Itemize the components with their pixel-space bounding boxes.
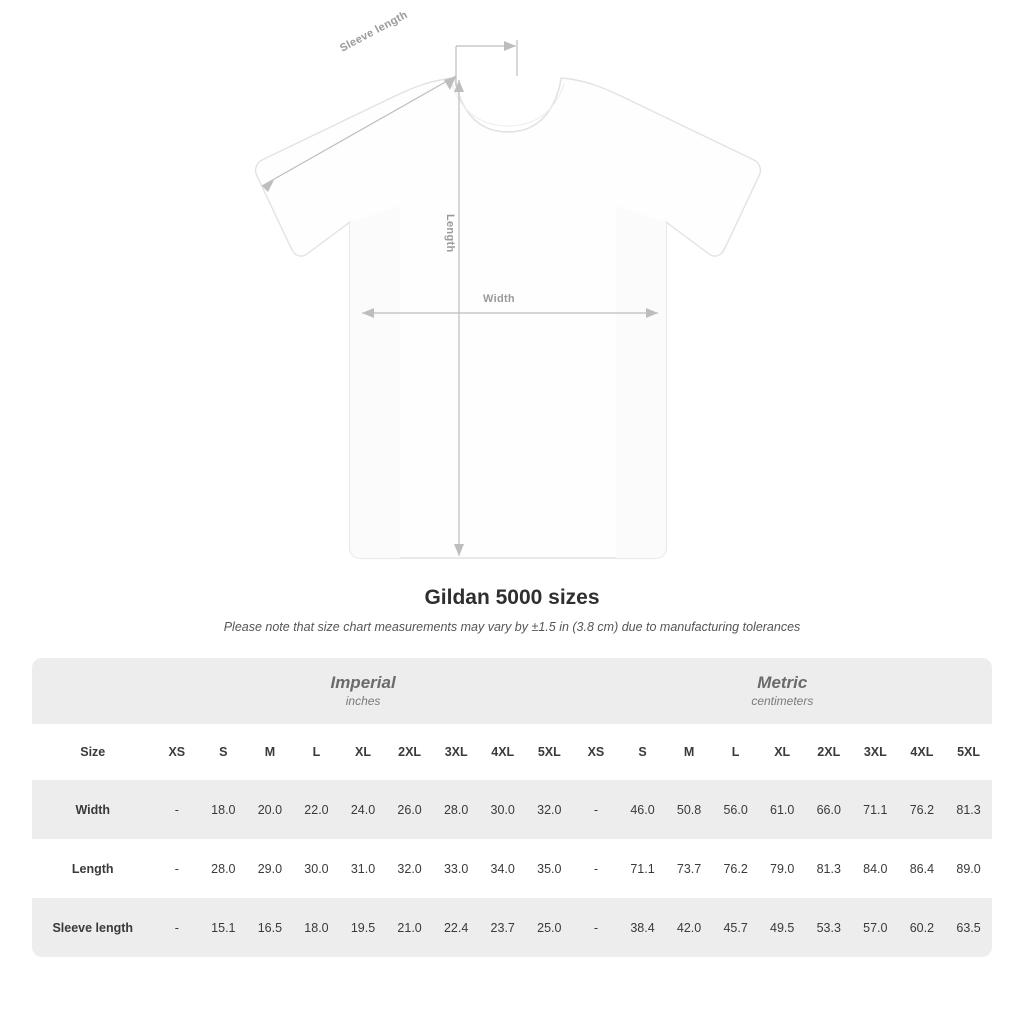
unit-header-imperial	[154, 658, 573, 724]
size-header-metric-s: S	[619, 724, 666, 780]
cell-width-imperial-3xl: 28.0	[433, 780, 480, 839]
row-label-width: Width	[32, 780, 154, 839]
cell-width-imperial-s: 18.0	[200, 780, 247, 839]
cell-width-metric-4xl: 76.2	[899, 780, 946, 839]
tshirt-shape	[256, 78, 761, 558]
cell-sleeve-metric-3xl: 57.0	[852, 898, 899, 957]
cell-length-imperial-s: 28.0	[200, 839, 247, 898]
cell-width-imperial-2xl: 26.0	[386, 780, 433, 839]
size-table-wrapper	[32, 658, 992, 957]
cell-width-metric-3xl: 71.1	[852, 780, 899, 839]
cell-sleeve-metric-xs: -	[573, 898, 620, 957]
cell-length-imperial-3xl: 33.0	[433, 839, 480, 898]
cell-length-metric-3xl: 84.0	[852, 839, 899, 898]
unit-name-imperial: Imperial	[330, 672, 396, 692]
cell-length-metric-l: 76.2	[712, 839, 759, 898]
width-label: Width	[483, 293, 515, 305]
cell-width-metric-l: 56.0	[712, 780, 759, 839]
row-label-length: Length	[32, 839, 154, 898]
cell-sleeve-imperial-5xl: 25.0	[526, 898, 573, 957]
cell-length-imperial-4xl: 34.0	[479, 839, 526, 898]
size-header-metric-xl: XL	[759, 724, 806, 780]
title-block	[0, 586, 1024, 634]
cell-width-metric-xl: 61.0	[759, 780, 806, 839]
cell-width-metric-s: 46.0	[619, 780, 666, 839]
cell-sleeve-metric-xl: 49.5	[759, 898, 806, 957]
size-header-imperial-4xl: 4XL	[479, 724, 526, 780]
cell-length-imperial-2xl: 32.0	[386, 839, 433, 898]
size-header-imperial-3xl: 3XL	[433, 724, 480, 780]
cell-length-imperial-l: 30.0	[293, 839, 340, 898]
size-table	[32, 658, 992, 957]
size-header-metric-5xl: 5XL	[945, 724, 992, 780]
size-header-imperial-l: L	[293, 724, 340, 780]
cell-width-imperial-xs: -	[154, 780, 201, 839]
size-header-row	[32, 724, 992, 780]
cell-length-metric-xl: 79.0	[759, 839, 806, 898]
cell-width-imperial-xl: 24.0	[340, 780, 387, 839]
size-header-metric-l: L	[712, 724, 759, 780]
cell-sleeve-imperial-s: 15.1	[200, 898, 247, 957]
cell-length-imperial-xl: 31.0	[340, 839, 387, 898]
cell-width-imperial-l: 22.0	[293, 780, 340, 839]
cell-width-metric-5xl: 81.3	[945, 780, 992, 839]
unit-header-row	[32, 658, 992, 724]
cell-length-imperial-5xl: 35.0	[526, 839, 573, 898]
cell-sleeve-imperial-m: 16.5	[247, 898, 294, 957]
cell-sleeve-imperial-l: 18.0	[293, 898, 340, 957]
size-header-imperial-2xl: 2XL	[386, 724, 433, 780]
size-header-imperial-5xl: 5XL	[526, 724, 573, 780]
row-label-sleeve-length: Sleeve length	[32, 898, 154, 957]
cell-width-imperial-4xl: 30.0	[479, 780, 526, 839]
cell-sleeve-metric-4xl: 60.2	[899, 898, 946, 957]
size-header-imperial-m: M	[247, 724, 294, 780]
table-row	[32, 780, 992, 839]
cell-length-metric-xs: -	[573, 839, 620, 898]
cell-width-imperial-5xl: 32.0	[526, 780, 573, 839]
size-header-metric-3xl: 3XL	[852, 724, 899, 780]
cell-length-imperial-xs: -	[154, 839, 201, 898]
length-label: Length	[444, 214, 456, 253]
unit-name-metric: Metric	[757, 672, 808, 692]
page-title: Gildan 5000 sizes	[424, 586, 600, 609]
cell-length-metric-2xl: 81.3	[805, 839, 852, 898]
tolerance-note: Please note that size chart measurements may vary by ±1.5 in (3.8 cm) due to manufacturing tolerances	[223, 620, 801, 634]
cell-sleeve-imperial-xl: 19.5	[340, 898, 387, 957]
cell-length-metric-m: 73.7	[666, 839, 713, 898]
size-header-metric-xs: XS	[573, 724, 620, 780]
table-row	[32, 898, 992, 957]
cell-width-metric-m: 50.8	[666, 780, 713, 839]
size-header-imperial-xs: XS	[154, 724, 201, 780]
cell-sleeve-metric-l: 45.7	[712, 898, 759, 957]
sleeve-length-label: Sleeve length	[338, 8, 410, 55]
cell-sleeve-imperial-2xl: 21.0	[386, 898, 433, 957]
cell-sleeve-metric-m: 42.0	[666, 898, 713, 957]
cell-length-metric-5xl: 89.0	[945, 839, 992, 898]
unit-header-spacer	[32, 658, 154, 724]
size-header-imperial-xl: XL	[340, 724, 387, 780]
cell-length-metric-s: 71.1	[619, 839, 666, 898]
cell-sleeve-metric-5xl: 63.5	[945, 898, 992, 957]
cell-width-imperial-m: 20.0	[247, 780, 294, 839]
cell-sleeve-metric-s: 38.4	[619, 898, 666, 957]
size-header-metric-4xl: 4XL	[899, 724, 946, 780]
cell-sleeve-imperial-xs: -	[154, 898, 201, 957]
cell-sleeve-imperial-4xl: 23.7	[479, 898, 526, 957]
cell-width-metric-xs: -	[573, 780, 620, 839]
cell-length-imperial-m: 29.0	[247, 839, 294, 898]
size-header-metric-2xl: 2XL	[805, 724, 852, 780]
cell-sleeve-imperial-3xl: 22.4	[433, 898, 480, 957]
table-row	[32, 839, 992, 898]
cell-sleeve-metric-2xl: 53.3	[805, 898, 852, 957]
size-header-imperial-s: S	[200, 724, 247, 780]
unit-header-metric	[573, 658, 992, 724]
cell-length-metric-4xl: 86.4	[899, 839, 946, 898]
cell-width-metric-2xl: 66.0	[805, 780, 852, 839]
unit-sub-imperial: inches	[345, 694, 381, 709]
unit-sub-metric: centimeters	[751, 694, 814, 709]
size-header-label: Size	[32, 724, 154, 780]
size-header-metric-m: M	[666, 724, 713, 780]
